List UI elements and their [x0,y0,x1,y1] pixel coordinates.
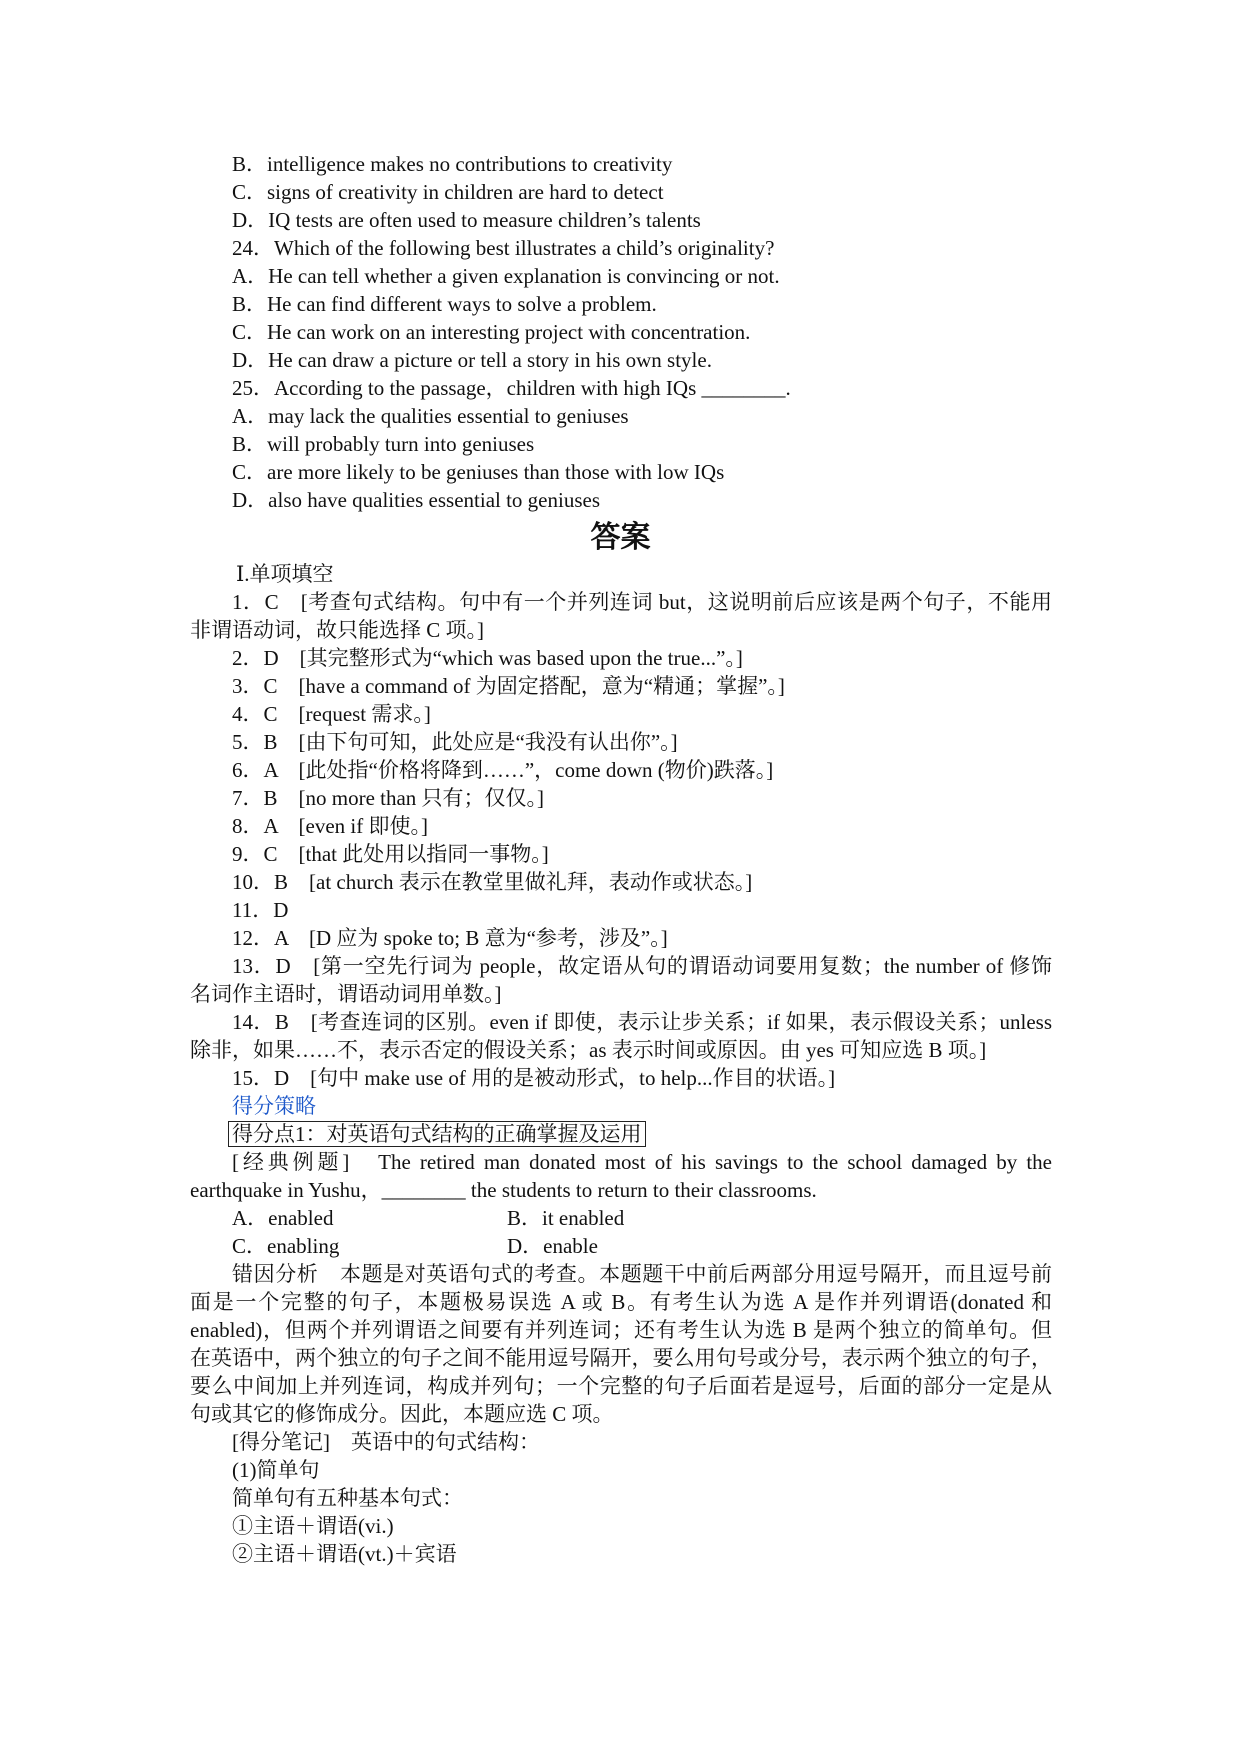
example-option-c: C．enabling [232,1234,340,1258]
example-option-b: B．it enabled [507,1206,625,1230]
notes-five-patterns: 简单句有五种基本句式： [232,1486,463,1510]
option-line: B．He can find different ways to solve a problem. [232,292,657,316]
example-line-2: earthquake in Yushu，________ the students to return to their classrooms. [190,1178,817,1202]
example-line-1: [经典例题] The retired man donated most of his savings to the school damaged by the [232,1150,1052,1174]
option-line: D．He can draw a picture or tell a story in his own style. [232,348,712,372]
analysis-line-1: 错因分析 本题是对英语句式的考查。本题题干中前后两部分用逗号隔开，而且逗号前 [232,1262,1052,1286]
option-line: A．He can tell whether a given explanation is convincing or not. [232,264,780,288]
analysis-line-6: 句或其它的修饰成分。因此，本题应选 C 项。 [190,1402,614,1426]
answer-3: 3．C [have a command of 为固定搭配，意为“精通；掌握”。] [232,674,785,698]
answer-14-line-2: 除非，如果……不，表示否定的假设关系；as 表示时间或原因。由 yes 可知应选 B 项。] [190,1038,987,1062]
answer-15: 15．D [句中 make use of 用的是被动形式，to help...作目的状语。] [232,1066,836,1090]
answer-4: 4．C [request 需求。] [232,702,431,726]
answer-14-line-1: 14．B [考查连词的区别。even if 即使，表示让步关系；if 如果，表示假设关系；unless [232,1010,1052,1034]
answer-12: 12．A [D 应为 spoke to; B 意为“参考，涉及”。] [232,926,668,950]
notes-heading: [得分笔记] 英语中的句式结构： [232,1430,540,1454]
example-option-d: D．enable [507,1234,598,1258]
answer-6: 6．A [此处指“价格将降到……”，come down (物价)跌落。] [232,758,774,782]
option-line: C．signs of creativity in children are hard to detect [232,180,664,204]
answer-13-line-2: 名词作主语时，谓语动词用单数。] [190,982,502,1006]
notes-pattern-2: ②主语＋谓语(vt.)＋宾语 [232,1542,457,1566]
answer-13-line-1: 13．D [第一空先行词为 people，故定语从句的谓语动词要用复数；the number of 修饰 [232,954,1052,978]
scoring-point-box [228,1120,646,1148]
answer-1-line-2: 非谓语动词，故只能选择 C 项。] [190,618,484,642]
answer-7: 7．B [no more than 只有；仅仅。] [232,786,545,810]
notes-simple-sentence: (1)简单句 [232,1458,320,1482]
answer-title: 答案 [590,520,651,555]
option-line: D．IQ tests are often used to measure children’s talents [232,208,701,232]
option-line: B．intelligence makes no contributions to creativity [232,152,673,176]
analysis-line-5: 要么中间加上并列连词，构成并列句；一个完整的句子后面若是逗号，后面的部分一定是从 [190,1374,1052,1398]
strategy-heading: 得分策略 [232,1094,316,1118]
analysis-line-2: 面是一个完整的句子，本题极易误选 A 或 B。有考生认为选 A 是作并列谓语(donated 和 [190,1290,1052,1314]
option-line: D．also have qualities essential to geniuses [232,488,601,512]
answer-1-line-1: 1．C [考查句式结构。句中有一个并列连词 but，这说明前后应该是两个句子，不能用 [232,590,1052,614]
option-line: C．He can work on an interesting project with concentration. [232,320,751,344]
question-25: 25．According to the passage，children with high IQs ________. [232,376,791,400]
answer-10: 10．B [at church 表示在教堂里做礼拜，表动作或状态。] [232,870,753,894]
answer-11: 11．D [232,898,289,922]
answer-8: 8．A [even if 即使。] [232,814,428,838]
option-line: A．may lack the qualities essential to geniuses [232,404,629,428]
answer-5: 5．B [由下句可知，此处应是“我没有认出你”。] [232,730,678,754]
notes-pattern-1: ①主语＋谓语(vi.) [232,1514,394,1538]
question-24: 24．Which of the following best illustrates a child’s originality? [232,236,775,260]
answer-2: 2．D [其完整形式为“which was based upon the true...”。] [232,646,743,670]
option-line: C．are more likely to be geniuses than those with low IQs [232,460,725,484]
section-title: Ⅰ.单项填空 [236,562,334,586]
answer-9: 9．C [that 此处用以指同一事物。] [232,842,549,866]
analysis-line-4: 在英语中，两个独立的句子之间不能用逗号隔开，要么用句号或分号，表示两个独立的句子， [190,1346,1052,1370]
option-line: B．will probably turn into geniuses [232,432,535,456]
scoring-point-label: 得分点1：对英语句式结构的正确掌握及运用 [228,1121,646,1147]
example-option-a: A．enabled [232,1206,334,1230]
analysis-line-3: enabled)，但两个并列谓语之间要有并列连词；还有考生认为选 B 是两个独立的简单句。但 [190,1318,1052,1342]
